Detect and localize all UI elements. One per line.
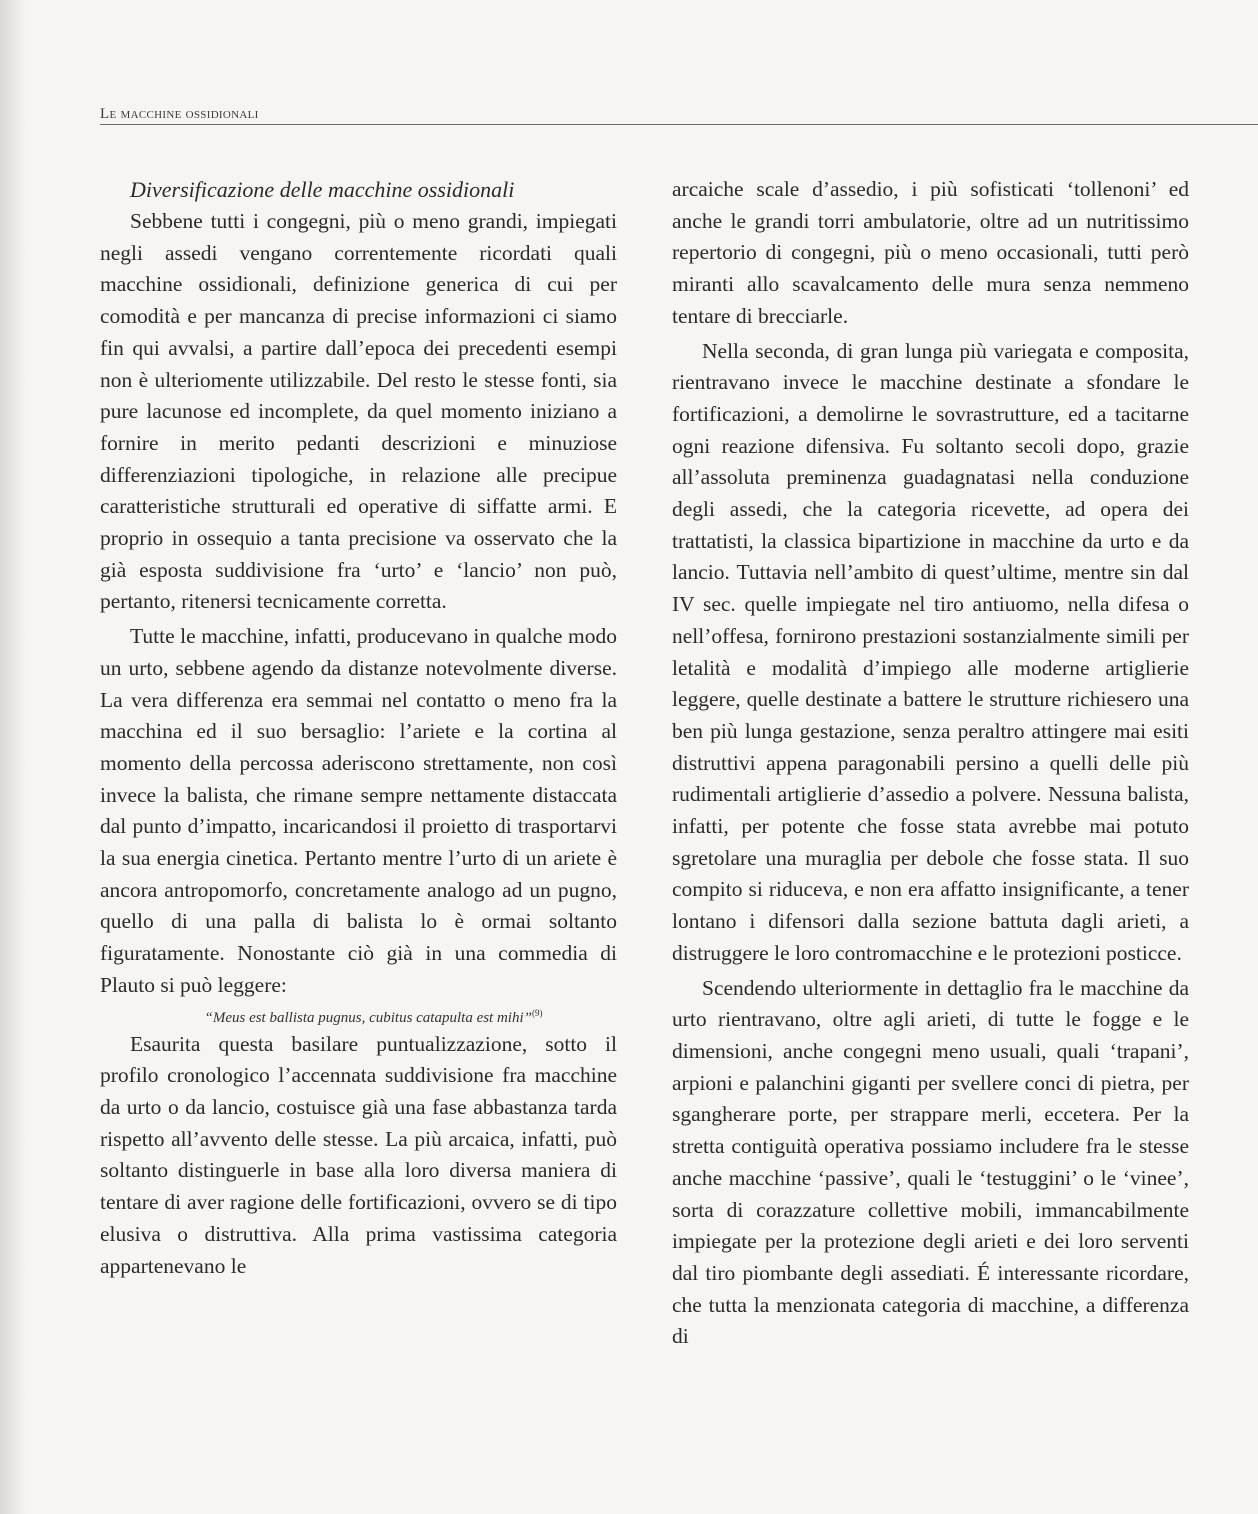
header-rule xyxy=(100,124,1258,125)
right-paragraph-2: Nella seconda, di gran lunga più variegata e composita, rientravano invece le macchine destinate a sfondare le fortificazioni, a demolirne le sovrastrutture, ed a tacitarne ogni reazione difensiva. Fu soltanto secoli dopo, grazie all’assoluta preminenza guadagnatasi nella conduzione degli assedi, che la categoria ricevette, ad opera dei trattatisti, la classica bipartizione in macchine da urto e da lancio. Tuttavia nell’ambito di quest’ultime, mentre sin dal IV sec. quelle impiegate nel tiro antiuomo, nella difesa o nell’offesa, fornirono prestazioni sostanzialmente simili per letalità e modalità d’impiego alle moderne artiglierie leggere, quelle destinate a battere le strutture richiesero una ben più lunga gestazione, senza peraltro attingere mai esiti distruttivi appena paragonabili persino a quelli delle più rudimentali artiglierie d’assedio a polvere. Nessuna balista, infatti, per potente che fosse stata avrebbe mai potuto sgretolare una muraglia per debole che fosse stata. Il suo compito si riduceva, e non era affatto insignificante, a tener lontano i difensori dalla sezione battuta dagli arieti, a distruggere le loro contromacchine e le protezioni posticce. xyxy=(672,338,1189,965)
quote-text: “Meus est ballista pugnus, cubitus catapulta est mihi” xyxy=(204,1009,532,1026)
section-title: Diversificazione delle macchine ossidionali xyxy=(130,177,515,202)
left-paragraph-1: Sebbene tutti i congegni, più o meno grandi, impiegati negli assedi vengano correntemente ricordati quali macchine ossidionali, definizione generica di cui per comodità e per mancanza di precise informazioni ci siamo fin qui avvalsi, a partire dall’epoca dei precedenti esempi non è ulteriomente utilizzabile. Del resto le stesse fonti, sia pure lacunose ed incomplete, da quel momento iniziano a fornire in merito pedanti descrizioni e minuziose differenziazioni tipologiche, in relazione alle precipue caratteristiche strutturali ed operative di siffatte armi. E proprio in ossequio a tanta precisione va osservato che la già esposta suddivisione fra ‘urto’ e ‘lancio’ non può, pertanto, ritenersi tecnicamente corretta. xyxy=(100,209,617,614)
right-paragraph-3: Scendendo ulteriormente in dettaglio fra le macchine da urto rientravano, oltre agli arieti, di tutte le fogge e le dimensioni, anche congegni meno usuali, quali ‘trapani’, arpioni e palanchini giganti per svellere conci di pietra, per sgangherare porte, per strappare merli, eccetera. Per la stretta contiguità operativa possiamo includere fra le stesse anche macchine ‘passive’, quali le ‘testuggini’ o le ‘vinee’, sorta di corazzature collettive mobili, immancabilmente impiegate per la protezione degli arieti e dei loro serventi dal tiro piombante degli assediati. É interessante ricordare, che tutta la menzionata categoria di macchine, a differenza di xyxy=(672,975,1189,1349)
left-paragraph-3: Esaurita questa basilare puntualizzazione, sotto il profilo cronologico l’accennata suddivisione fra macchine da urto o da lancio, costuisce già una fase abbastanza tarda rispetto all’avvento delle stesse. La più arcaica, infatti, può soltanto distinguerle in base alla loro diversa maniera di tentare di aver ragione delle fortificazioni, ovvero se di tipo elusiva o distruttiva. Alla prima vastissima categoria appartenevano le xyxy=(100,1031,617,1278)
footnote-ref: (9) xyxy=(532,1007,543,1018)
running-head xyxy=(100,106,259,123)
plautus-quote xyxy=(100,1002,617,1029)
running-head-text: Le macchine ossidionali xyxy=(100,106,259,122)
page-gutter-shadow xyxy=(0,0,26,1514)
right-column xyxy=(672,174,1189,1353)
left-paragraph-2: Tutte le macchine, infatti, producevano in qualche modo un urto, sebbene agendo da distanze notevolmente diverse. La vera differenza era semmai nel contatto o meno fra la macchina ed il suo bersaglio: l’ariete e la cortina al momento della percossa aderiscono strettamente, non così invece la balista, che rimane sempre nettamente distaccata dal punto d’impatto, incaricandosi il proietto di trasportarvi la sua energia cinetica. Pertanto mentre l’urto di un ariete è ancora antropomorfo, concretamente analogo ad un pugno, quello di una palla di balista lo è ormai soltanto figuratamente. Nonostante ciò già in una commedia di Plauto si può leggere: xyxy=(100,624,617,997)
right-paragraph-1: arcaiche scale d’assedio, i più sofisticati ‘tollenoni’ ed anche le grandi torri ambulatorie, oltre ad un nutritissimo repertorio di congegni, più o meno occasionali, tutti però miranti allo scavalcamento delle mura senza nemmeno tentare di brecciarle. xyxy=(672,177,1189,328)
left-column xyxy=(100,174,617,1282)
